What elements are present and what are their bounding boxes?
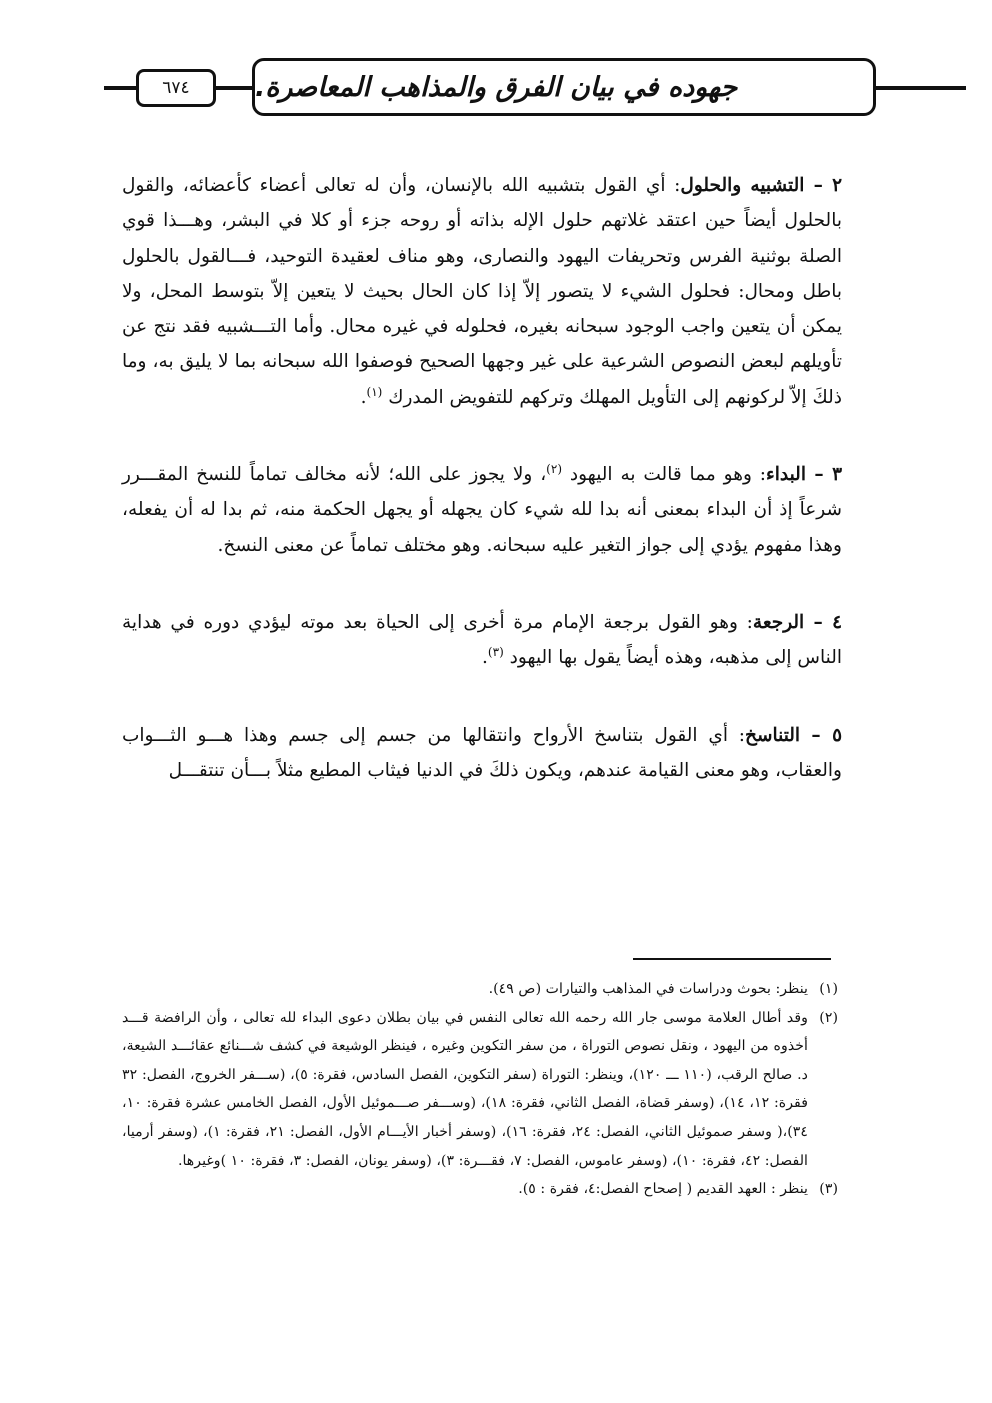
footnote-2 [122,1004,838,1176]
paragraph-tail: . [482,647,488,669]
footnote-ref-1[interactable]: (١) [366,384,383,399]
page-header [104,58,966,118]
footnote-ref-2[interactable]: (٢) [546,461,562,476]
paragraph-text: : أي القول بتناسخ الأرواح وانتقالها من جسم إلى جسم وهذا هـــو الثـــواب والعقاب، وهو معنى القيامة عندهم، ويكون ذلكَ في الدنيا فيثاب المطيع مثلاً بـــأن تنتقـــل [122,724,842,781]
header-rule-right [874,86,966,90]
footnote-text: ينظر : العهد القديم ( إصحاح الفصل:٤، فقرة : ٥). [518,1181,808,1198]
footnote-text: ينظر: بحوث ودراسات في المذاهب والتيارات (ص ٤٩). [488,981,808,997]
footnote-separator [633,958,831,960]
footnote-3 [122,1175,838,1204]
paragraph-tail: . [360,386,367,408]
footnote-number: (١) [819,981,838,997]
paragraph-text: : وهو مما قالت به اليهود [569,464,767,486]
header-rule-middle [216,86,252,90]
term-tashbih: ٢ – التشبيه والحلول [680,175,843,196]
paragraph-tanasukh [122,718,842,789]
footnote-text: وقد أطال العلامة موسى جار الله رحمه الله تعالى النفس في بيان بطلان دعوى البداء لله تعالى ، وأن الرافضة قـــد أخذوه من اليهود ، ونقل نصوص التوراة ، من سفر التكوين وغيره ، فينظر الوشيعة في كشف شـــنائع عقائـــد الشيعة، د. صالح الرقب، (١١٠ ـــ ١٢٠)، وينظر: التوراة (سفر التكوين، الفصل السادس، فقرة: ٥)، (ســـفر الخروج، الفصل: ٣٢ فقرة: ١٢، ١٤)، (وسفر قضاة، الفصل الثاني، فقرة: ١٨)، (وســـفر صـــموئيل الأول، الفصل الخامس عشرة فقرة: ١٠، ٣٤)،( وسفر صموئيل الثاني، الفصل: ٢٤، فقرة: ١٦)، (وسفر أخبار الأيـــام الأول، الفصل: ٢١، فقرة: ١)، (وسفر أرميا، الفصل: ٤٢، فقرة: ١٠)، (وسفر عاموس، الفصل: ٧، فقـــرة: ٣)، (وسفر يونان، الفصل: ٣، فقرة: ١٠ )وغيرها. [122,1009,809,1169]
paragraph-bada [122,457,842,563]
paragraph-text: : وهو القول برجعة الإمام مرة أخرى إلى الحياة بعد موته ليؤدي دوره في هداية الناس إلى مذهبه، وهذه أيضاً يقول بها اليهود [122,611,842,669]
footnote-number: (٣) [819,1181,838,1198]
footnote-1 [122,975,838,1004]
footnote-ref-3[interactable]: (٣) [487,645,504,660]
paragraph-tashbih [122,168,842,415]
term-tanasukh: ٥ – التناسخ [745,724,843,746]
term-rajaa: ٤ – الرجعة [752,611,842,633]
paragraph-rajaa [122,605,842,676]
running-title: جهوده في بيان الفرق والمذاهب المعاصرة. [252,58,876,116]
body-text [122,168,842,830]
term-bada: ٣ – البداء [766,464,843,486]
footnote-number: (٢) [819,1009,838,1026]
paragraph-text: ، ولا يجوز على الله؛ لأنه مخالف تماماً للنسخ المقـــرر شرعاً إذ أن البداء بمعنى أنه بدا لله شيء كان يجهله أو يجهل الحكمة منه، ثم بدا له أن يفعله، وهذا مفهوم يؤدي إلى جواز التغير عليه سبحانه. وهو مختلف تماماً عن معنى النسخ. [122,464,842,556]
header-rule-left [104,86,138,90]
footnotes [122,975,838,1204]
paragraph-text: : أي القول بتشبيه الله بالإنسان، وأن له تعالى أعضاء كأعضائه، والقول بالحلول أيضاً حين اعتقد غلاتهم حلول الإله بذاته أو روحه جزء أو كلا في البشر، وهـــذا قوي الصلة بوثنية الفرس وتحريفات اليهود والنصارى، وهو مناف لعقيدة التوحيد، فـــالقول بالحلول باطل ومحال: فحلول الشيء لا يتصور إلاّ إذا كان الحال بحيث لا يتعين إلاّ بتوسط المحل، ولا يمكن أن يتعين واجب الوجود سبحانه بغيره، فحلوله في غيره محال. وأما التـــشبيه فقد نتج عن تأويلهم لبعض النصوص الشرعية على غير وجهها الصحيح فوصفوا الله سبحانه بما لا يليق به، وما ذلكَ إلاّ لركونهم إلى التأويل المهلك وتركهم للتفويض المدرك [122,175,842,408]
page-number: ٦٧٤ [136,69,216,107]
